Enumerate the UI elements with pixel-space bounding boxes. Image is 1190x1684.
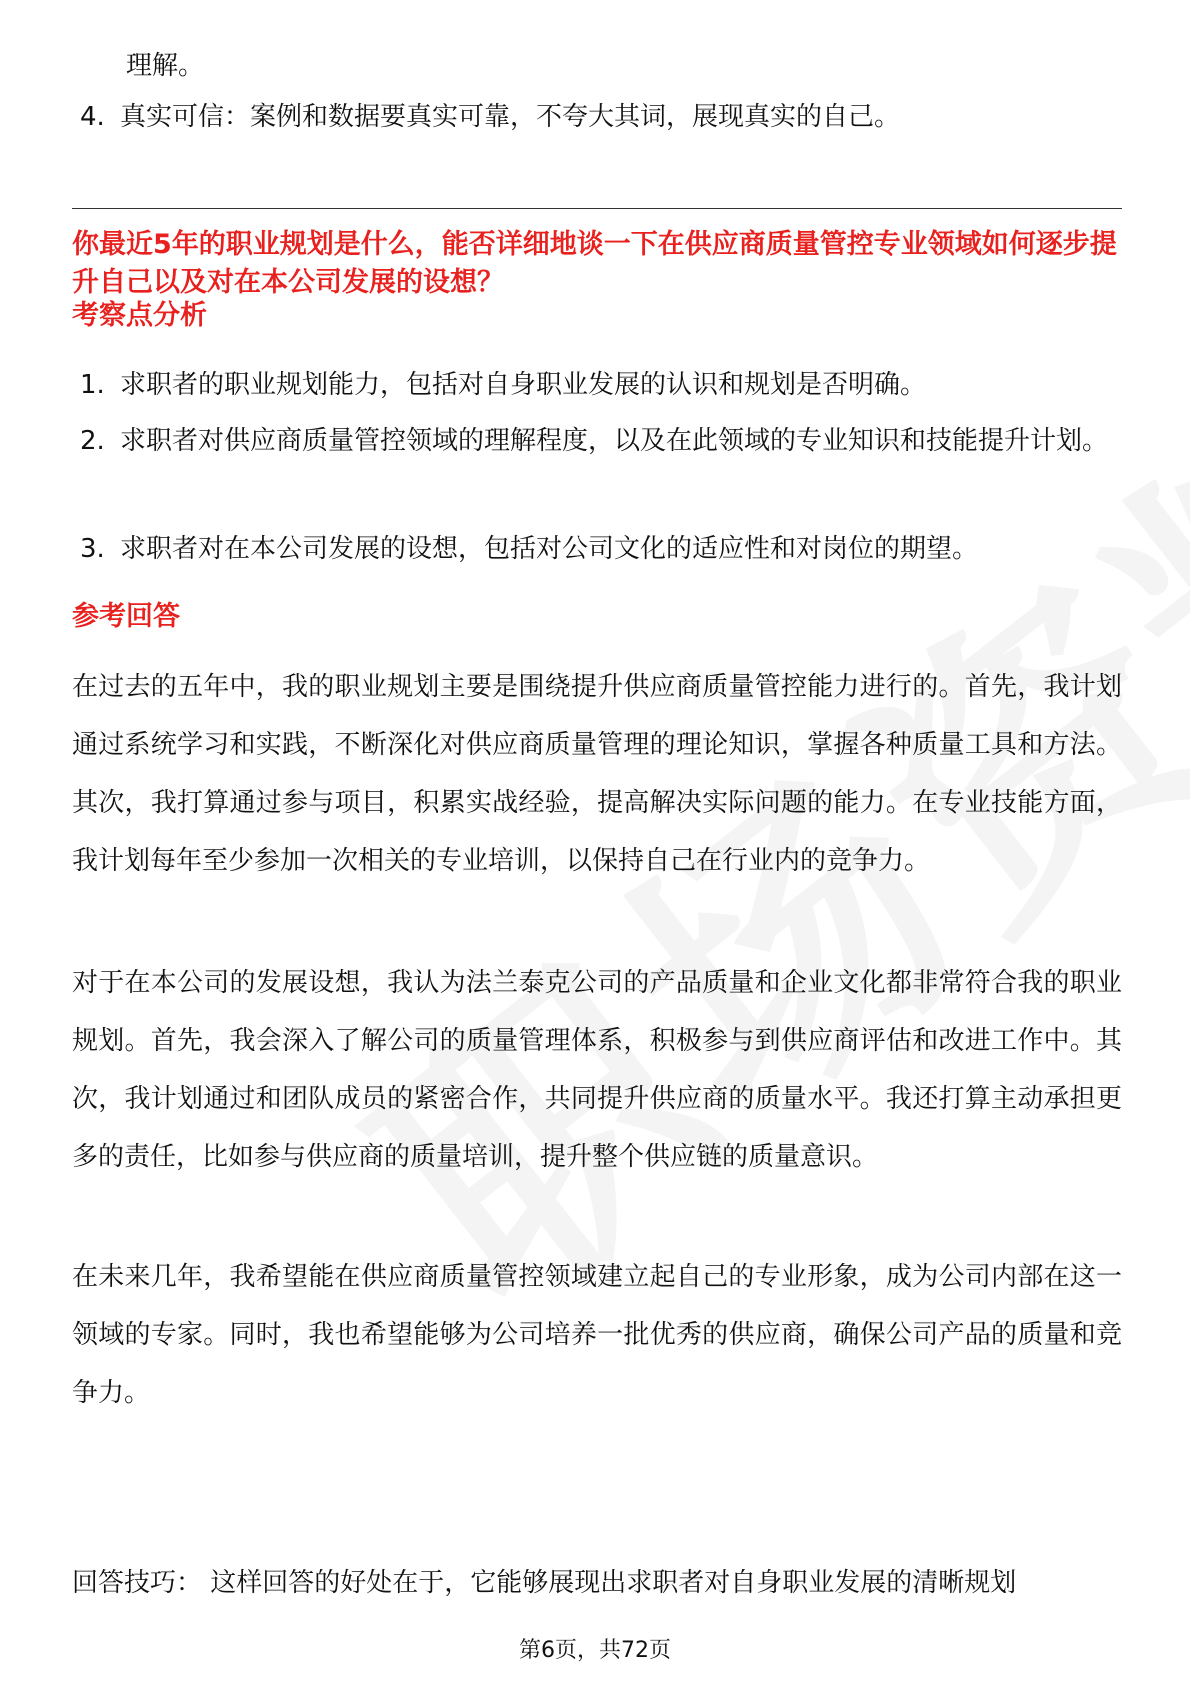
answer-paragraph: 在过去的五年中，我的职业规划主要是围绕提升供应商质量管控能力进行的。首先，我计划通过系统学习和实践，不断深化对供应商质量管理的理论知识，掌握各种质量工具和方法。其次，我打算通过参与项目，积累实战经验，提高解决实际问题的能力。在专业技能方面，我计划每年至少参加一次相关的专业培训，以保持自己在行业内的竞争力。: [72, 672, 1122, 876]
list-item: [80, 88, 1130, 146]
answer-tips: 回答技巧： 这样回答的好处在于，它能够展现出求职者对自身职业发展的清晰规划: [72, 1568, 1017, 1598]
list-number: 3.: [80, 534, 105, 564]
list-item: [80, 356, 1130, 414]
list-number: 2.: [80, 426, 105, 456]
section-divider: [72, 208, 1122, 209]
answer-title: 参考回答: [72, 601, 180, 632]
list-item: [80, 412, 1130, 528]
continued-text: 理解。: [126, 51, 205, 81]
list-text: 求职者的职业规划能力，包括对自身职业发展的认识和规划是否明确。: [120, 370, 927, 400]
answer-paragraph: 对于在本公司的发展设想，我认为法兰泰克公司的产品质量和企业文化都非常符合我的职业规划。首先，我会深入了解公司的质量管理体系，积极参与到供应商评估和改进工作中。其次，我计划通过和团队成员的紧密合作，共同提升供应商的质量水平。我还打算主动承担更多的责任，比如参与供应商的质量培训，提升整个供应链的质量意识。: [72, 968, 1122, 1172]
question-heading: 你最近5年的职业规划是什么，能否详细地谈一下在供应商质量管控专业领域如何逐步提升自己以及对在本公司发展的设想？: [72, 229, 1117, 298]
list-text: 求职者对供应商质量管控领域的理解程度，以及在此领域的专业知识和技能提升计划。: [120, 426, 1109, 456]
list-text: 求职者对在本公司发展的设想，包括对公司文化的适应性和对岗位的期望。: [120, 534, 979, 564]
list-text: 真实可信：案例和数据要真实可靠，不夸大其词，展现真实的自己。: [120, 102, 901, 132]
analysis-title: 考察点分析: [72, 300, 207, 331]
answer-paragraph: 在未来几年，我希望能在供应商质量管控领域建立起自己的专业形象，成为公司内部在这一领域的专家。同时，我也希望能够为公司培养一批优秀的供应商，确保公司产品的质量和竞争力。: [72, 1262, 1122, 1408]
list-number: 1.: [80, 370, 105, 400]
list-number: 4.: [80, 102, 105, 132]
page-footer: 第6页，共72页: [519, 1638, 671, 1663]
list-item: [80, 520, 1130, 578]
